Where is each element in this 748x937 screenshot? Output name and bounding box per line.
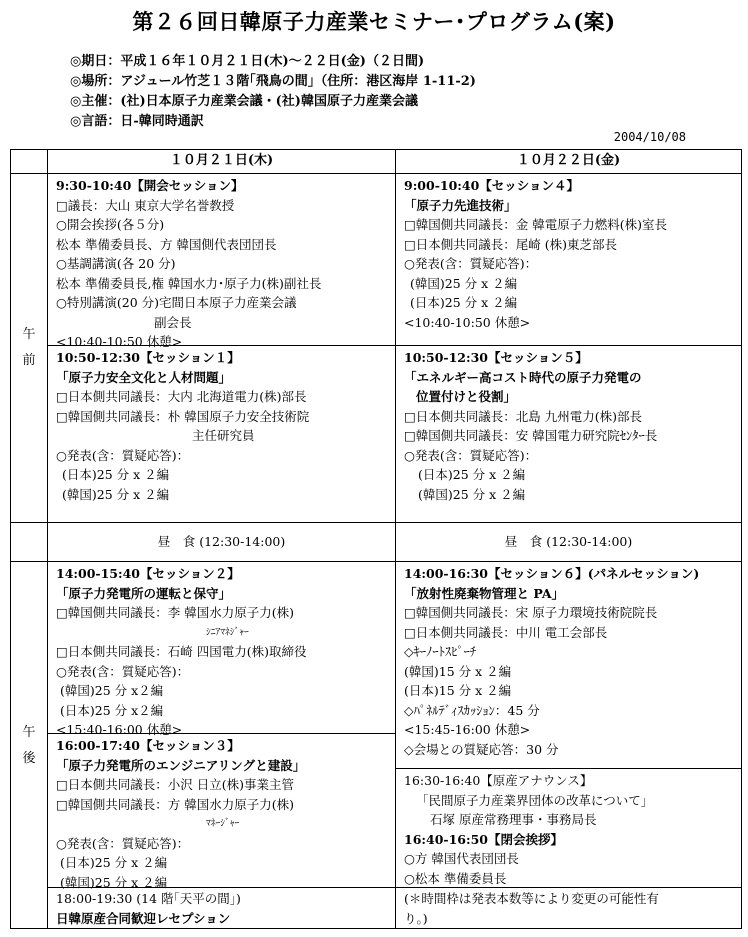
line-text: ○松本 準備委員長 [404,870,507,886]
period-am [10,173,48,523]
block-d1-am2 [56,348,309,504]
line-text: ｼﾆｱﾏﾈｼﾞｬｰ [206,626,249,638]
block-d2-am1 [404,176,667,332]
line-text: 9:30-10:40【開会セッション】 [56,178,244,193]
d2-lunch: 昼 食 (12:30-14:00) [395,522,742,562]
corner-cell [10,149,48,174]
line-text: ○開会挨拶(各５分) [56,217,165,232]
line-text: □日本側共同議長：尾崎 (株)東芝部長 [404,236,618,252]
line-text: (＊時間枠は発表本数等により変更の可能性有 [404,891,659,906]
line-text: ○発表(含：質疑応答)： [404,447,538,463]
line-text: 16:40-16:50【閉会挨拶】 [404,831,563,847]
block-d2-pm3 [404,889,659,928]
line-text: 「原子力先進技術」 [404,197,517,213]
line-text: □韓国側共同議長：朴 韓国原子力安全技術院 [56,408,310,424]
line-text: 16:00-17:40【セッション３】 [56,738,240,753]
block-d2-am2 [404,348,657,504]
line-text: 「原子力安全文化と人材問題」 [56,369,232,385]
line-text: ○発表(含：質疑応答)： [56,447,190,463]
line-text: (日本)25 分 x２編 [60,702,164,718]
line-text: 位置付けと役割」 [416,389,517,404]
line-text: り。) [404,910,428,926]
line-text: (韓国)25 分 x２編 [60,683,164,698]
line-text: ○基調講演(各 20 分) [56,256,176,271]
d2-closing [395,768,742,888]
period-pm-char2: 後 [22,751,36,766]
line-text: 10:50-12:30【セッション１】 [56,350,240,365]
line-text: (日本)25 分 x ２編 [418,467,526,482]
line-text: <10:40-10:50 休憩> [56,334,183,349]
line-text: □議長：大山 東京大学名誉教授 [56,197,235,213]
document-date: 2004/10/08 [613,130,686,144]
line-text: ○発表(含：質疑応答)： [56,663,190,679]
info-date: ◎期日：平成１６年１０月２１日(木)～２２日(金)（２日間) [70,54,425,69]
line-text: <15:40-16:00 休憩> [56,722,183,737]
line-text: □韓国側共同議長：安 韓国電力研究院ｾﾝﾀｰ長 [404,428,658,443]
d1-session-3 [47,733,396,888]
line-text: □日本側共同議長：北島 九州電力(株)部長 [404,408,643,424]
line-text: (韓国)25 分 x ２編 [60,874,168,890]
line-text: 松本 準備委員長,権 韓国水力･原子力(株)副社長 [56,275,322,291]
line-text: (日本)25 分 x ２編 [62,467,170,482]
page-title: 第２６回日韓原子力産業セミナー･プログラム(案) [132,9,616,34]
d1-session-1 [47,345,396,523]
line-text: ○発表(含：質疑応答)： [404,256,538,271]
d1-lunch: 昼 食 (12:30-14:00) [47,522,396,562]
d1-session-2 [47,561,396,737]
period-pm-char1: 午 [22,725,36,740]
line-text: 14:00-15:40【セッション２】 [56,566,240,581]
line-text: 「放射性廃棄物管理と PA」 [404,585,565,601]
line-text: 「エネルギー高コスト時代の原子力発電の [404,369,642,385]
line-text: (日本)25 分 x ２編 [410,295,518,310]
line-text: (韓国)25 分 x ２編 [418,486,526,502]
d1-opening-session [47,173,396,349]
d2-note [395,887,742,929]
line-text: (韓国)25 分 x ２編 [62,486,170,502]
line-text: ◇ﾊﾟﾈﾙﾃﾞｨｽｶｯｼｮﾝ：45 分 [404,702,540,718]
line-text: 石塚 原産常務理事・事務局長 [430,812,597,827]
line-text: 「原子力発電所の運転と保守」 [56,585,232,601]
info-organizer: ◎主催：(社)日本原子力産業会議・(社)韓国原子力産業会議 [70,94,418,109]
block-d1-pm3 [56,889,241,928]
line-text: □日本側共同議長：大内 北海道電力(株)部長 [56,389,307,404]
line-text: ◇会場との質疑応答：30 分 [404,741,559,757]
d2-session-6 [395,561,742,769]
line-text: 日韓原産合同歓迎レセプション [56,910,231,926]
line-text: (日本)25 分 x ２編 [60,855,168,870]
block-d1-pm1 [56,564,307,740]
line-text: 副会長 [154,314,192,330]
day1-header: １０月２１日(木) [47,149,396,174]
line-text: (韓国)15 分 x ２編 [404,663,512,679]
lunch-label-cell [10,522,48,562]
d1-reception [47,887,396,929]
block-d2-pm1 [404,564,699,759]
line-text: ﾏﾈｰｼﾞｬｰ [206,818,240,829]
line-text: <15:45-16:00 休憩> [404,722,531,737]
day2-header: １０月２２日(金) [395,149,742,174]
period-pm [10,561,48,929]
line-text: ○特別講演(20 分)宅間日本原子力産業会議 [56,295,297,310]
line-text: □韓国側共同議長：宋 原子力環境技術院院長 [404,605,658,620]
line-text: 9:00-10:40【セッション４】 [404,178,580,193]
program-table [10,149,742,929]
line-text: ○方 韓国代表団団長 [404,851,519,866]
line-text: (日本)15 分 x ２編 [404,683,512,698]
line-text: 16:30-16:40【原産アナウンス】 [404,773,593,788]
d2-session-5 [395,345,742,523]
line-text: 18:00-19:30 (14 階｢天平の間｣) [56,891,241,906]
line-text: ◇ｷｰﾉｰﾄｽﾋﾟｰﾁ [404,644,477,659]
line-text: 「原子力発電所のエンジニアリングと建設」 [56,757,306,773]
line-text: (韓国)25 分 x ２編 [410,275,518,291]
line-text: 松本 準備委員長、方 韓国側代表団団長 [56,236,277,252]
line-text: □日本側共同議長：小沢 日立(株)事業主管 [56,777,295,792]
d2-session-4 [395,173,742,346]
block-d1-am1 [56,176,321,352]
info-language: ◎言語：日-韓同時通訳 [70,114,204,129]
block-d2-pm2 [404,771,653,888]
line-text: 14:00-16:30【セッション６】(パネルセッション) [404,566,700,581]
line-text: <10:40-10:50 休憩> [404,314,531,330]
line-text: □日本側共同議長：中川 電工会部長 [404,624,608,640]
block-d1-pm2 [56,736,305,892]
period-am-char1: 午 [22,327,36,342]
line-text: □韓国側共同議長：李 韓国水力原子力(株) [56,605,295,620]
line-text: □韓国側共同議長：金 韓電原子力燃料(株)室長 [404,217,668,232]
line-text: □韓国側共同議長：方 韓国水力原子力(株) [56,796,295,812]
line-text: 「民間原子力産業界団体の改革について」 [416,792,654,808]
info-venue: ◎場所：アジュール竹芝１３階｢飛鳥の間｣（住所：港区海岸 1-11-2) [70,74,476,89]
line-text: ○発表(含：質疑応答)： [56,835,190,851]
event-info [70,52,476,132]
line-text: □日本側共同議長：石崎 四国電力(株)取締役 [56,644,307,659]
period-am-char2: 前 [22,353,36,368]
line-text: 主任研究員 [192,428,255,443]
line-text: 10:50-12:30【セッション５】 [404,350,588,365]
